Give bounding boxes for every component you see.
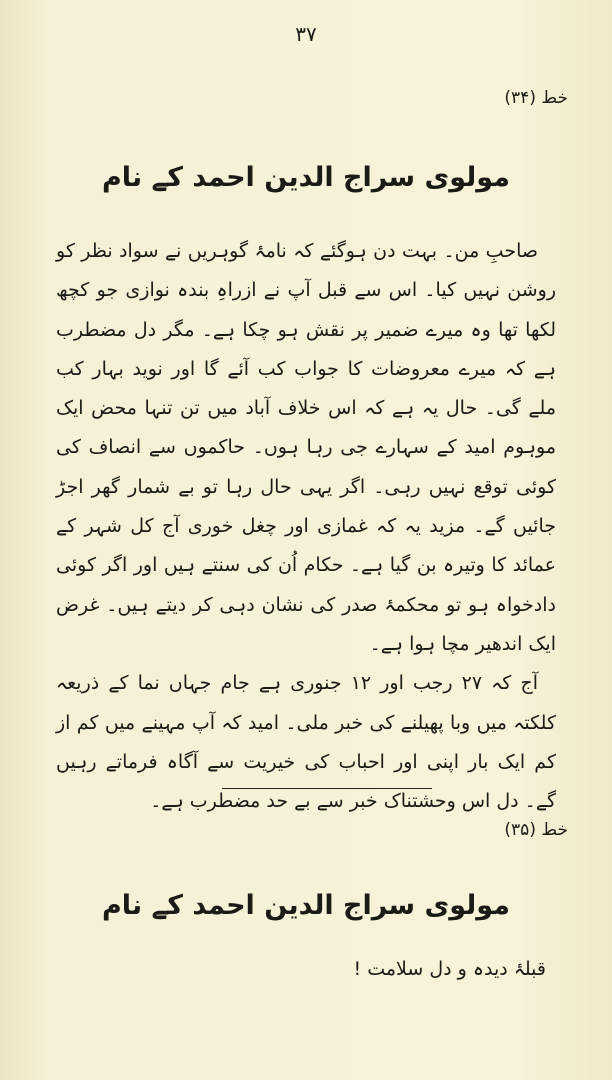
letter-35-title: مولوی سراج الدین احمد کے نام [102, 890, 510, 921]
letter-34-title: مولوی سراج الدین احمد کے نام [102, 162, 510, 193]
page-number: ۳۷ [295, 22, 317, 46]
letter-35-heading: خط (۳۵) [504, 820, 568, 840]
letter-34-paragraph-1: صاحبِ من۔ بہت دن ہوگئے کہ نامۂ گوہریں نے سواد نظر کو روشن نہیں کیا۔ اس سے قبل آپ نے ازراہِ بندہ نوازی جو کچھ لکھا تھا وہ میرے ضمیر پر نقش ہو چکا ہے۔ مگر دل مضطرب ہے کہ میرے معروضات کا جواب کب آئے گا اور نوید بہار کب ملے گی۔ حال یہ ہے کہ اس خلاف آباد میں تن تنہا محض ایک موہوم امید کے سہارے جی رہا ہوں۔ حاکموں سے انصاف کی کوئی توقع نہیں رہی۔ اگر یہی حال رہا تو بے شمار گھر اجڑ جائیں گے۔ مزید یہ کہ غمازی اور چغل خوری آج کل شہر کے عمائد کا وتیرہ بن گیا ہے۔ حکام اُن کی سنتے ہیں اور اگر کوئی دادخواہ ہو تو محکمۂ صدر کی نشان دہی کر دیتے ہیں۔ غرض ایک اندھیر مچا ہوا ہے۔ [56, 240, 556, 655]
letter-35-salutation: قبلۂ دیدہ و دل سلامت ! [353, 958, 546, 980]
section-divider [222, 788, 432, 789]
letter-34-paragraph-2: آج کہ ۲۷ رجب اور ۱۲ جنوری ہے جام جہاں نما کے ذریعہ کلکتہ میں وبا پھیلنے کی خبر ملی۔ امید کہ آپ مہینے میں کم از کم ایک بار اپنی اور احباب کی خیریت سے آگاہ فرماتے رہیں گے۔ دل اس وحشتناک خبر سے بے حد مضطرب ہے۔ [56, 672, 556, 813]
letter-34-body [56, 232, 556, 821]
letter-34-heading: خط (۳۴) [504, 88, 568, 108]
